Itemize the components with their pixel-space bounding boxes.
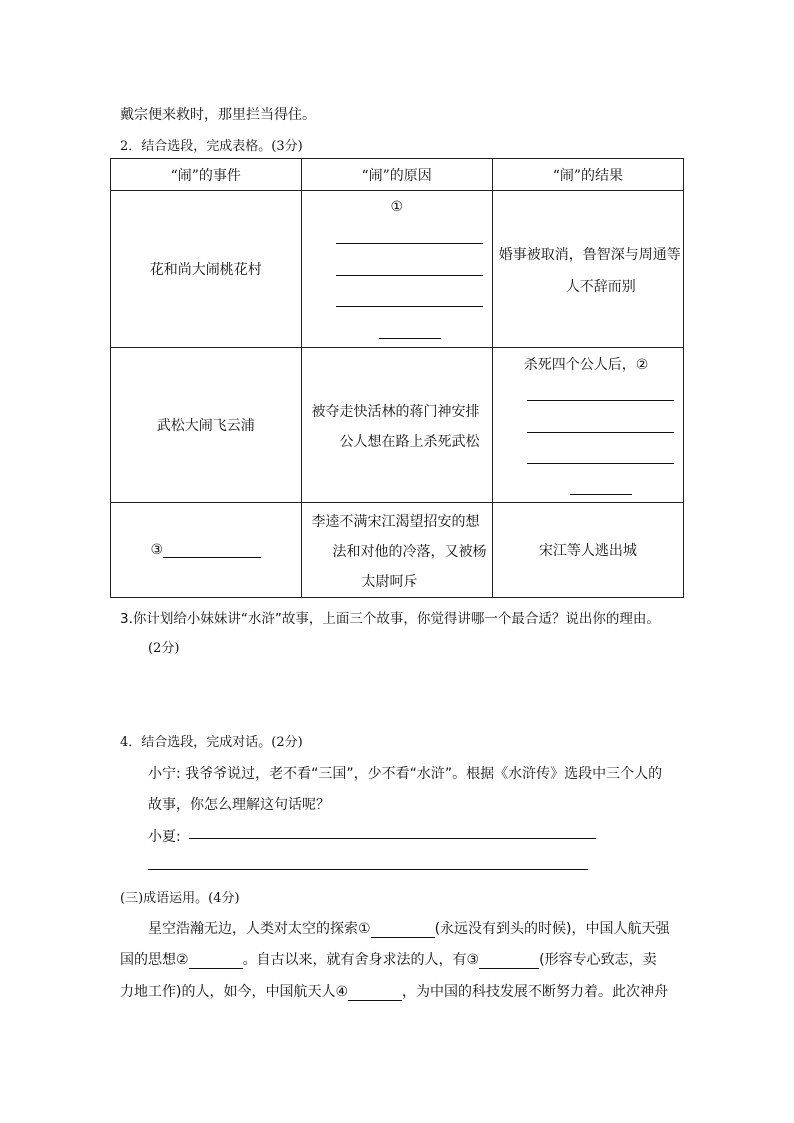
q4-title: 4．结合选段，完成对话。(2分) xyxy=(120,735,303,750)
header-reason: “闹”的原因 xyxy=(301,159,492,191)
top-line: 戴宗便来救时，那里拦当得住。 xyxy=(120,107,316,123)
header-result: “闹”的结果 xyxy=(492,159,683,191)
row3-reason-line2: 法和对他的冷落，又被杨 xyxy=(332,544,487,560)
row2-result-blank[interactable] xyxy=(527,400,674,401)
row1-reason-marker: ① xyxy=(390,199,404,215)
para3-text-a: 力地工作)的人，如今，中国航天人④ xyxy=(120,984,349,1000)
row1-event: 花和尚大闹桃花村 xyxy=(111,191,302,348)
row2-reason-line2: 公人想在路上杀死武松 xyxy=(339,434,480,450)
para1-text-b: (永远没有到头的时候)，中国人航天强 xyxy=(434,921,670,937)
row2-reason xyxy=(301,348,492,503)
section3-para-line2 xyxy=(120,949,657,969)
para2-text-a: 国的思想② xyxy=(120,952,189,968)
row3-event-blank[interactable] xyxy=(163,543,261,558)
row3-event xyxy=(111,503,302,598)
blank-2[interactable] xyxy=(189,952,243,969)
para2-text-b: 。自古以来，就有舍身求法的人，有③ xyxy=(242,952,480,968)
row3-event-marker: ③ xyxy=(150,542,164,558)
row1-result-line2: 人不辞而别 xyxy=(565,279,636,295)
q4-answer-label: 小夏: xyxy=(148,829,181,845)
q2-title: 2．结合选段，完成表格。(3分) xyxy=(120,139,303,154)
row2-result-blank[interactable] xyxy=(570,494,632,495)
row3-reason-line3: 太尉呵斥 xyxy=(361,574,418,590)
q4-answer-line[interactable] xyxy=(148,869,588,870)
row1-reason xyxy=(301,191,492,348)
q3-line2: (2分) xyxy=(148,641,180,656)
q2-table xyxy=(110,158,684,598)
row1-reason-blank[interactable] xyxy=(379,338,441,339)
blank-4[interactable] xyxy=(348,984,402,1001)
blank-1[interactable] xyxy=(371,921,435,938)
row2-event: 武松大闹飞云浦 xyxy=(111,348,302,503)
q4-answer-line[interactable] xyxy=(189,838,596,839)
row3-result: 宋江等人逃出城 xyxy=(492,503,683,598)
header-event: “闹”的事件 xyxy=(111,159,302,191)
row1-reason-blank[interactable] xyxy=(336,275,483,276)
blank-3[interactable] xyxy=(479,952,539,969)
para1-text-a: 星空浩瀚无边，人类对太空的探索① xyxy=(148,921,371,937)
row1-result xyxy=(492,191,683,348)
row2-result-blank[interactable] xyxy=(527,432,674,433)
row2-result-blank[interactable] xyxy=(527,463,674,464)
para2-text-c: (形容专心致志，卖 xyxy=(539,952,657,968)
q4-dialog-line1: 小宁: 我爷爷说过，老不看“三国”，少不看“水浒”。根据《水浒传》选段中三个人的 xyxy=(148,766,663,782)
row2-result-prefix: 杀死四个公人后，② xyxy=(523,357,649,373)
q4-dialog-line2: 故事，你怎么理解这句话呢？ xyxy=(148,797,330,813)
row1-reason-blank[interactable] xyxy=(336,243,483,244)
row1-reason-blank[interactable] xyxy=(336,306,483,307)
q3-line1: 3.你计划给小妹妹讲“水浒”故事，上面三个故事，你觉得讲哪一个最合适？说出你的理由。 xyxy=(120,611,660,627)
row3-reason-line1: 李逵不满宋江渴望招安的想 xyxy=(311,514,480,530)
row1-result-line1: 婚事被取消，鲁智深与周通等 xyxy=(498,247,681,263)
section3-title: (三)成语运用。(4分) xyxy=(120,891,240,906)
section3-para-line3 xyxy=(120,981,668,1001)
row2-reason-line1: 被夺走快活林的蒋门神安排 xyxy=(311,404,480,420)
section3-para-line1 xyxy=(148,918,670,938)
row3-reason xyxy=(301,503,492,598)
row2-result xyxy=(492,348,683,503)
para3-text-b: ，为中国的科技发展不断努力着。此次神舟 xyxy=(402,984,669,1000)
